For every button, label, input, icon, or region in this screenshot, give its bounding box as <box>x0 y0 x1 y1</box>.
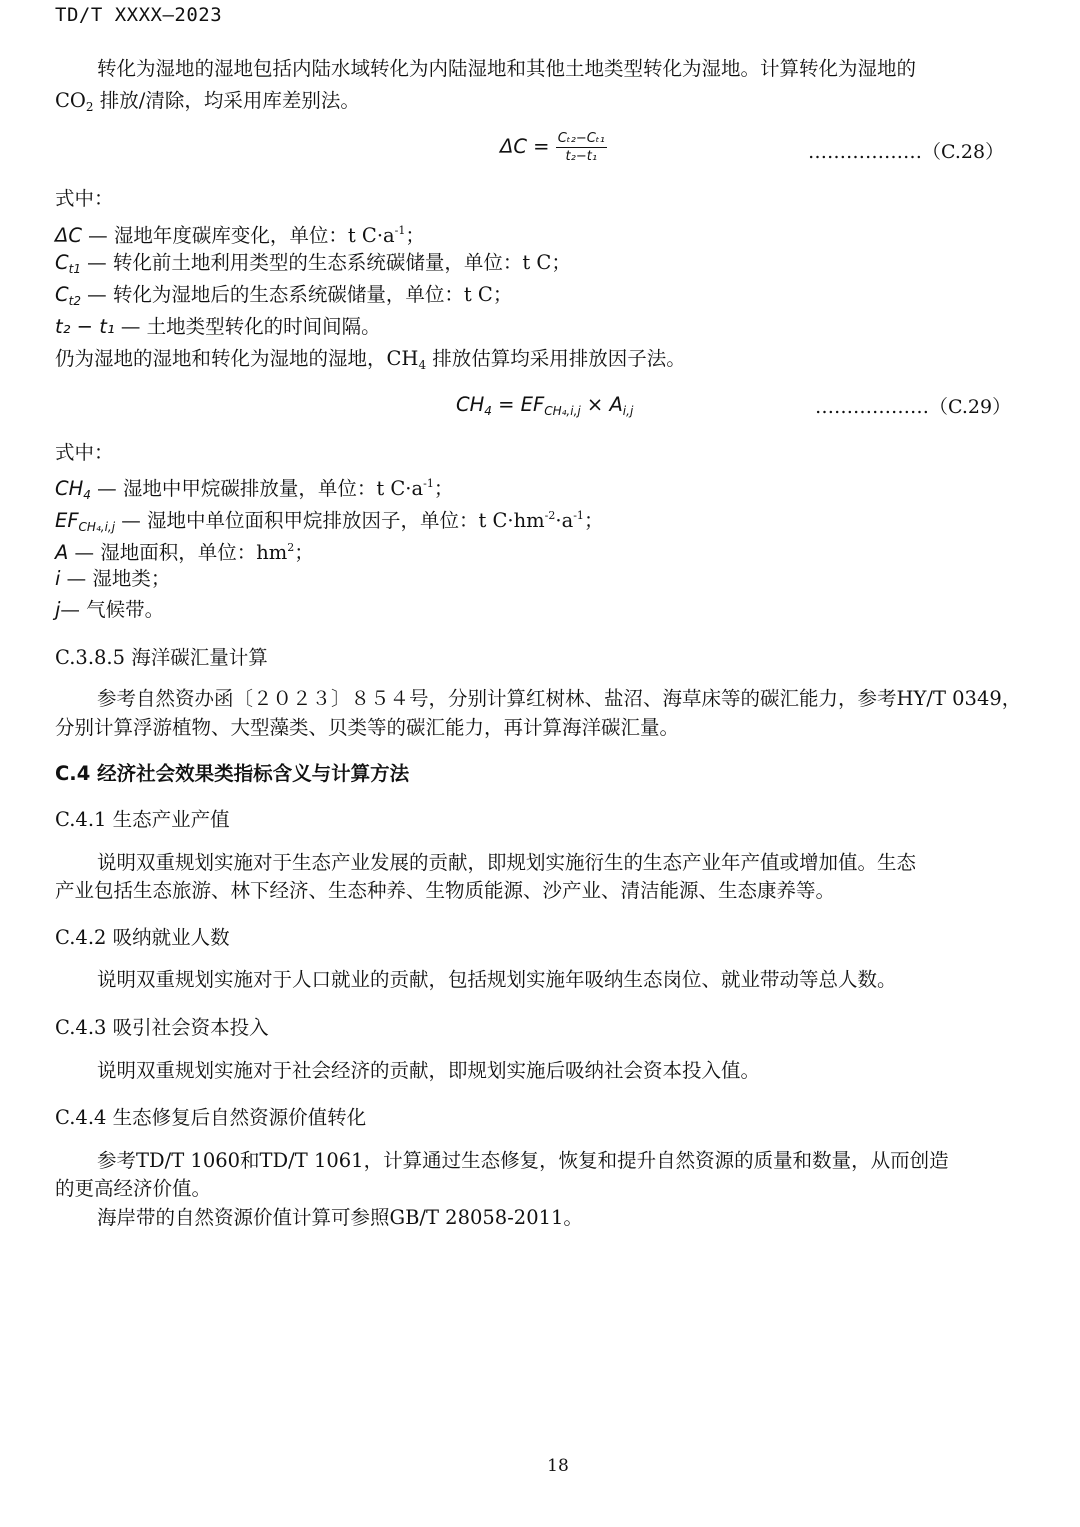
where1-item-1: $C_{t1}$ — 转化前土地利用类型的生态系统碳储量，单位：t C； <box>55 251 571 276</box>
where2-item-2: A — 湿地面积，单位：$hm^2$； <box>55 541 314 564</box>
c44-line-1: 参考TD/T 1060和TD/T 1061，计算通过生态修复，恢复和提升自然资源的质量和数量，从而创造 <box>97 1149 949 1172</box>
ch4-intro: 仍为湿地的湿地和转化为湿地的湿地，$CH_4$ 排放估算均采用排放因子法。 <box>55 347 686 372</box>
equation-number-c29: ………………（C.29） <box>815 396 1012 418</box>
document-id-header: TD/T XXXX—2023 <box>55 4 223 26</box>
where1-item-0: ΔC — 湿地年度碳库变化，单位：t $C\cdot a^{-1}$； <box>55 224 425 247</box>
equation-number-c28: ………………（C.28） <box>808 141 1005 163</box>
where2-item-4: j— 气候带。 <box>55 598 165 621</box>
equation-c29: $CH_4 = EF_{CH_4,i,j} \times A_{i,j}$ <box>456 393 634 418</box>
section-heading-c44: C.4.4 生态修复后自然资源价值转化 <box>55 1106 367 1129</box>
section-heading-c385: C.3.8.5 海洋碳汇量计算 <box>55 646 268 669</box>
c41-line-1: 说明双重规划实施对于生态产业发展的贡献，即规划实施衍生的生态产业年产值或增加值。生态 <box>97 851 917 874</box>
c42-line-1: 说明双重规划实施对于人口就业的贡献，包括规划实施年吸纳生态岗位、就业带动等总人数。 <box>97 968 897 991</box>
where1-item-2: $C_{t2}$ — 转化为湿地后的生态系统碳储量，单位：t C； <box>55 283 513 308</box>
where-title-2: 式中： <box>55 441 114 464</box>
equation-c28: ΔC = $\frac{\text{Cₜ₂−Cₜ₁}}{\text{t₂−t₁}}$ <box>500 131 605 164</box>
where-title-1: 式中： <box>55 187 114 210</box>
where2-item-0: $CH_4$ — 湿地中甲烷碳排放量，单位：t $C\cdot a^{-1}$； <box>55 477 454 502</box>
intro-line-1: 转化为湿地的湿地包括内陆水域转化为内陆湿地和其他土地类型转化为湿地。计算转化为湿地的 <box>97 57 917 80</box>
section-heading-c4: C.4 经济社会效果类指标含义与计算方法 <box>55 762 410 785</box>
where1-item-3: t₂ − t₁ — 土地类型转化的时间间隔。 <box>55 315 381 338</box>
c43-line-1: 说明双重规划实施对于社会经济的贡献，即规划实施后吸纳社会资本投入值。 <box>97 1059 761 1082</box>
c385-line-2: 分别计算浮游植物、大型藻类、贝类等的碳汇能力，再计算海洋碳汇量。 <box>55 716 680 739</box>
page-number: 18 <box>547 1456 569 1476</box>
c44-line-3: 海岸带的自然资源价值计算可参照GB/T 28058-2011。 <box>97 1206 583 1229</box>
intro-line-2: $CO_2$ 排放/清除，均采用库差别法。 <box>55 89 360 114</box>
where2-item-3: i — 湿地类； <box>55 567 171 590</box>
c385-line-1: 参考自然资办函〔２０２３〕８５４号，分别计算红树林、盐沼、海草床等的碳汇能力，参考HY/T 0349， <box>97 687 1022 710</box>
section-heading-c41: C.4.1 生态产业产值 <box>55 808 230 831</box>
c44-line-2: 的更高经济价值。 <box>55 1177 212 1200</box>
section-heading-c42: C.4.2 吸纳就业人数 <box>55 926 230 949</box>
c41-line-2: 产业包括生态旅游、林下经济、生态种养、生物质能源、沙产业、清洁能源、生态康养等。 <box>55 879 836 902</box>
section-heading-c43: C.4.3 吸引社会资本投入 <box>55 1016 269 1039</box>
where2-item-1: $EF_{CH_4,i,j}$ — 湿地中单位面积甲烷排放因子，单位：t $C\cdot hm^{-2}\cdot a^{-1}$； <box>55 509 604 534</box>
